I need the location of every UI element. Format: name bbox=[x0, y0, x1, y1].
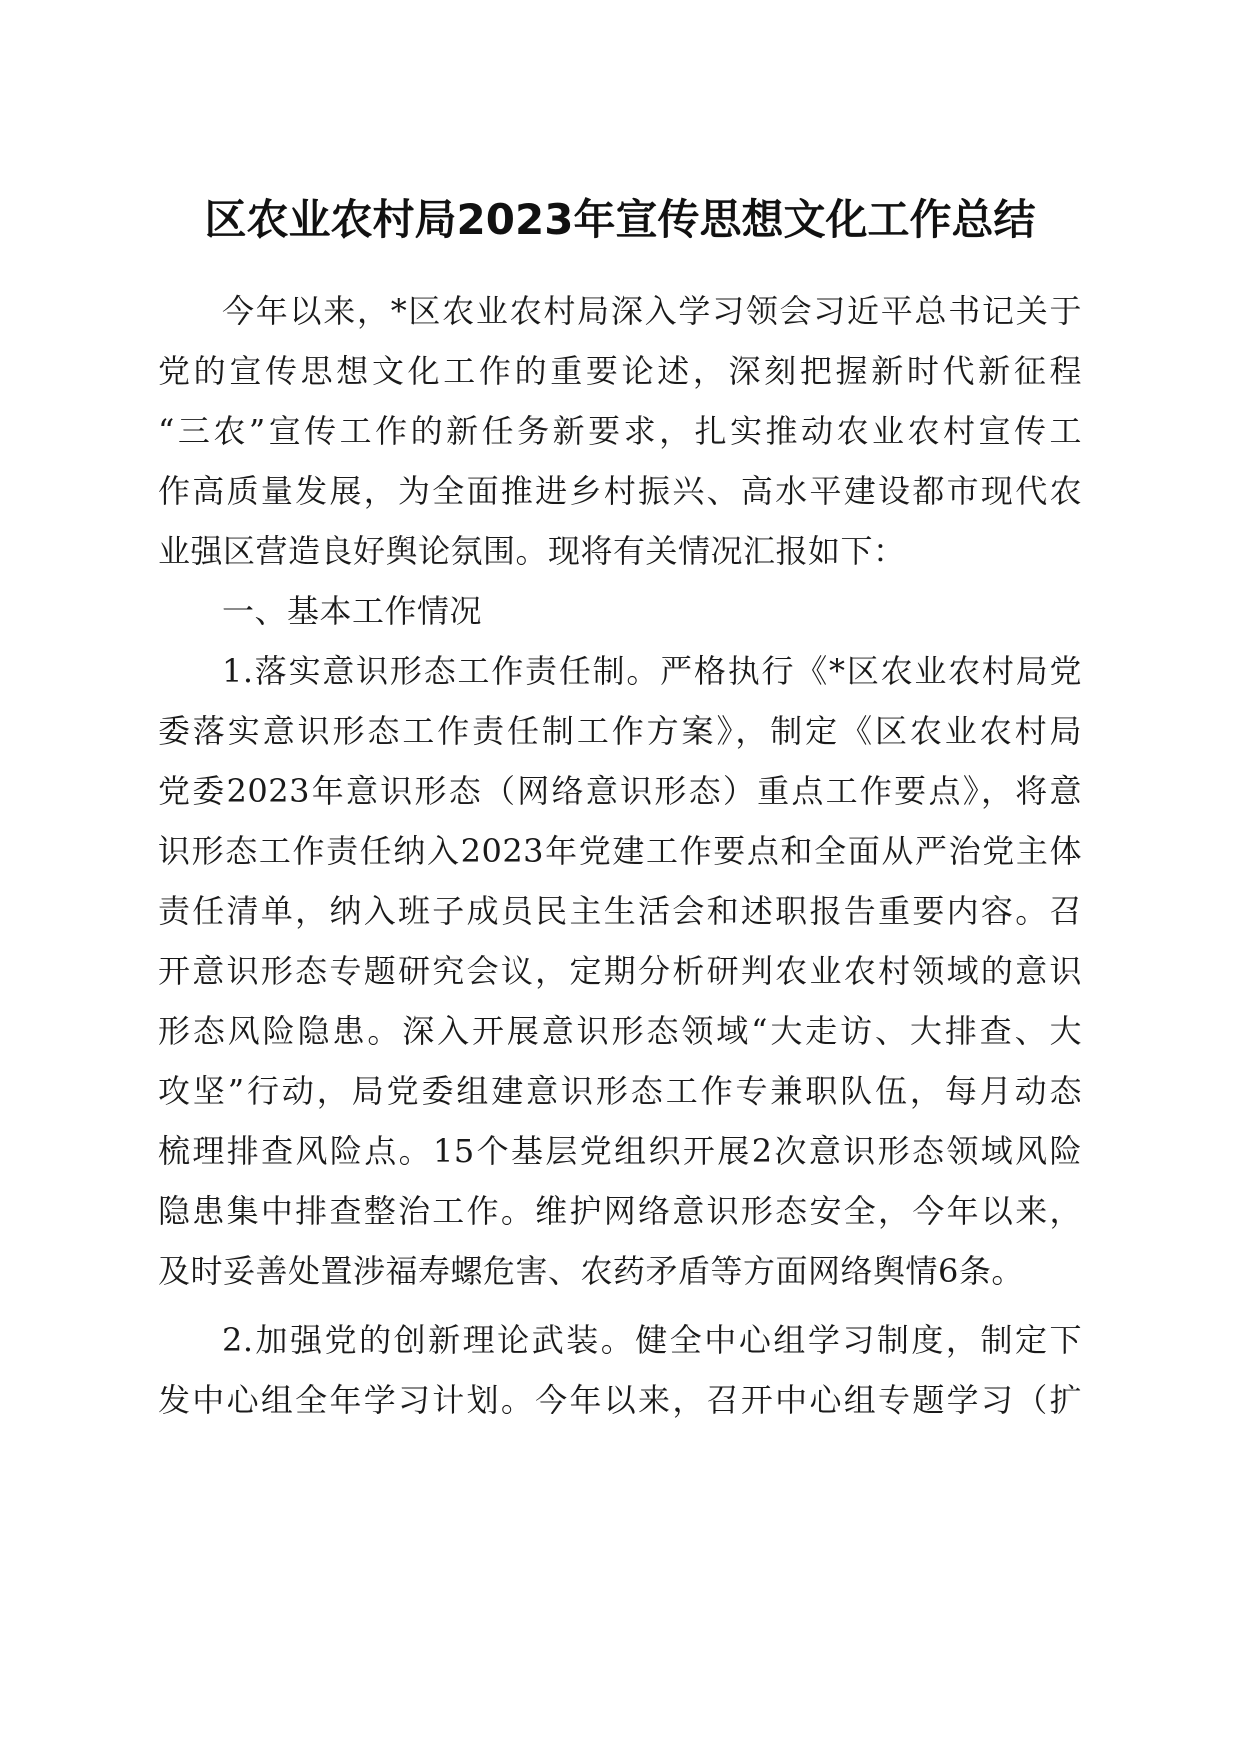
intro-paragraph-line: 今年以来，*区农业农村局深入学习领会习近平总书记关于 bbox=[222, 292, 1082, 330]
item-1-paragraph-line: 梳理排查风险点。15个基层党组织开展2次意识形态领域风险 bbox=[158, 1132, 1082, 1170]
item-2-paragraph-line: 2.加强党的创新理论武装。健全中心组学习制度，制定下 bbox=[222, 1321, 1082, 1359]
item-1-paragraph-line: 委落实意识形态工作责任制工作方案》，制定《区农业农村局 bbox=[158, 712, 1082, 750]
item-1-paragraph-line: 形态风险隐患。深入开展意识形态领域“大走访、大排查、大 bbox=[158, 1012, 1082, 1050]
item-1-paragraph-line: 及时妥善处置涉福寿螺危害、农药矛盾等方面网络舆情6条。 bbox=[158, 1252, 1024, 1290]
section-heading: 一、基本工作情况 bbox=[222, 592, 483, 630]
item-2-paragraph-line: 发中心组全年学习计划。今年以来，召开中心组专题学习（扩 bbox=[158, 1381, 1082, 1419]
document-title: 区农业农村局2023年宣传思想文化工作总结 bbox=[204, 195, 1036, 244]
item-1-paragraph-line: 1.落实意识形态工作责任制。严格执行《*区农业农村局党 bbox=[222, 652, 1082, 690]
item-1-paragraph-line: 识形态工作责任纳入2023年党建工作要点和全面从严治党主体 bbox=[158, 832, 1082, 870]
intro-paragraph-line: “三农”宣传工作的新任务新要求，扎实推动农业农村宣传工 bbox=[158, 412, 1082, 450]
intro-paragraph-line: 作高质量发展，为全面推进乡村振兴、高水平建设都市现代农 bbox=[158, 472, 1082, 510]
item-1-paragraph-line: 开意识形态专题研究会议，定期分析研判农业农村领域的意识 bbox=[158, 952, 1082, 990]
item-1-paragraph-line: 攻坚”行动，局党委组建意识形态工作专兼职队伍，每月动态 bbox=[158, 1072, 1082, 1110]
intro-paragraph-line: 业强区营造良好舆论氛围。现将有关情况汇报如下： bbox=[158, 532, 906, 570]
item-1-paragraph-line: 责任清单，纳入班子成员民主生活会和述职报告重要内容。召 bbox=[158, 892, 1082, 930]
intro-paragraph-line: 党的宣传思想文化工作的重要论述，深刻把握新时代新征程 bbox=[158, 352, 1082, 390]
item-1-paragraph-line: 隐患集中排查整治工作。维护网络意识形态安全，今年以来， bbox=[158, 1192, 1082, 1230]
item-1-paragraph-line: 党委2023年意识形态（网络意识形态）重点工作要点》，将意 bbox=[158, 772, 1082, 810]
